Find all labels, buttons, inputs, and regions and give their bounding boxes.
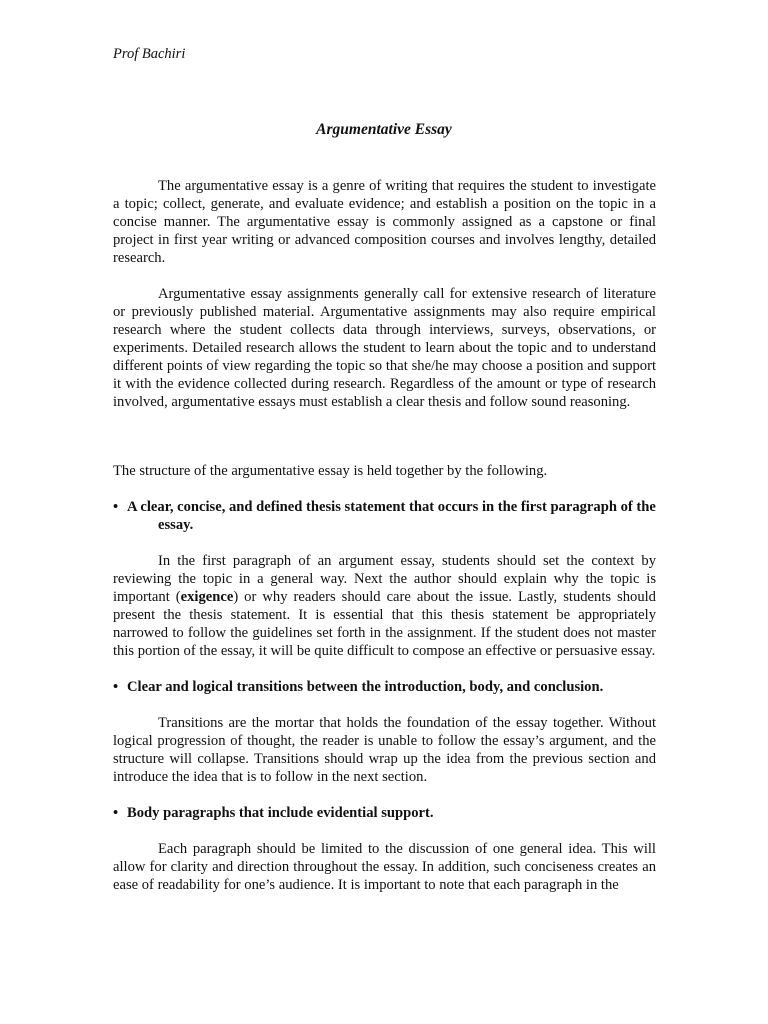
structure-sentence: The structure of the argumentative essay is held together by the following. <box>113 463 548 479</box>
document-title: Argumentative Essay <box>316 121 452 138</box>
intro-paragraph-1: The argumentative essay is a genre of writing that requires the student to investigate a topic; collect, generate, and evaluate evidence; and establish a position on the topic in a concise manner. The argumentative essay is commonly assigned as a capstone or final project in first year writing or advanced composition courses and involves lengthy, detailed research. <box>113 178 656 266</box>
transitions-paragraph: Transitions are the mortar that holds the foundation of the essay together. Without logical progression of thought, the reader is unable to follow the essay’s argument, and the structure will collapse. Transitions should wrap up the idea from the previous section and introduce the idea that is to follow in the next section. <box>113 715 656 785</box>
bullet-symbol: • <box>113 679 119 695</box>
bullet-symbol: • <box>113 805 119 821</box>
bullet-thesis <box>113 498 656 534</box>
bullet-thesis-text: A clear, concise, and defined thesis statement that occurs in the first paragraph of the essay. <box>127 499 656 533</box>
intro-paragraph-2: Argumentative essay assignments generally call for extensive research of literature or previously published material. Argumentative assignments may also require empirical research where the student collects data through interviews, surveys, observations, or experiments. Detailed research allows the student to learn about the topic and to understand different points of view regarding the topic so that she/he may choose a position and support it with the evidence collected during research. Regardless of the amount or type of research involved, argumentative essays must establish a clear thesis and follow sound reasoning. <box>113 286 656 410</box>
bullet-transitions <box>113 678 656 696</box>
bullet-transitions-text: Clear and logical transitions between the introduction, body, and conclusion. <box>127 679 604 695</box>
thesis-paragraph <box>113 552 656 660</box>
exigence-term: exigence <box>180 589 234 605</box>
page-header-author: Prof Bachiri <box>113 46 186 62</box>
bullet-symbol: • <box>113 499 119 515</box>
body-paragraph: Each paragraph should be limited to the discussion of one general idea. This will allow for clarity and direction throughout the essay. In addition, such conciseness creates an ease of readability for one’s audience. It is important to note that each paragraph in the <box>113 841 656 893</box>
thesis-text-start: In the first paragraph of an argument essay, students should set the context by reviewing the topic in a general way. Next the author should explain why the topic is important ( <box>113 553 656 605</box>
document-body <box>113 177 656 894</box>
bullet-body-text: Body paragraphs that include evidential support. <box>127 805 434 821</box>
thesis-text-end: ) or why readers should care about the issue. Lastly, students should present the thesis statement. It is essential that this thesis statement be appropriately narrowed to follow the guidelines set forth in the assignment. If the student does not master this portion of the essay, it will be quite difficult to compose an effective or persuasive essay. <box>113 589 656 659</box>
bullet-body <box>113 804 656 822</box>
